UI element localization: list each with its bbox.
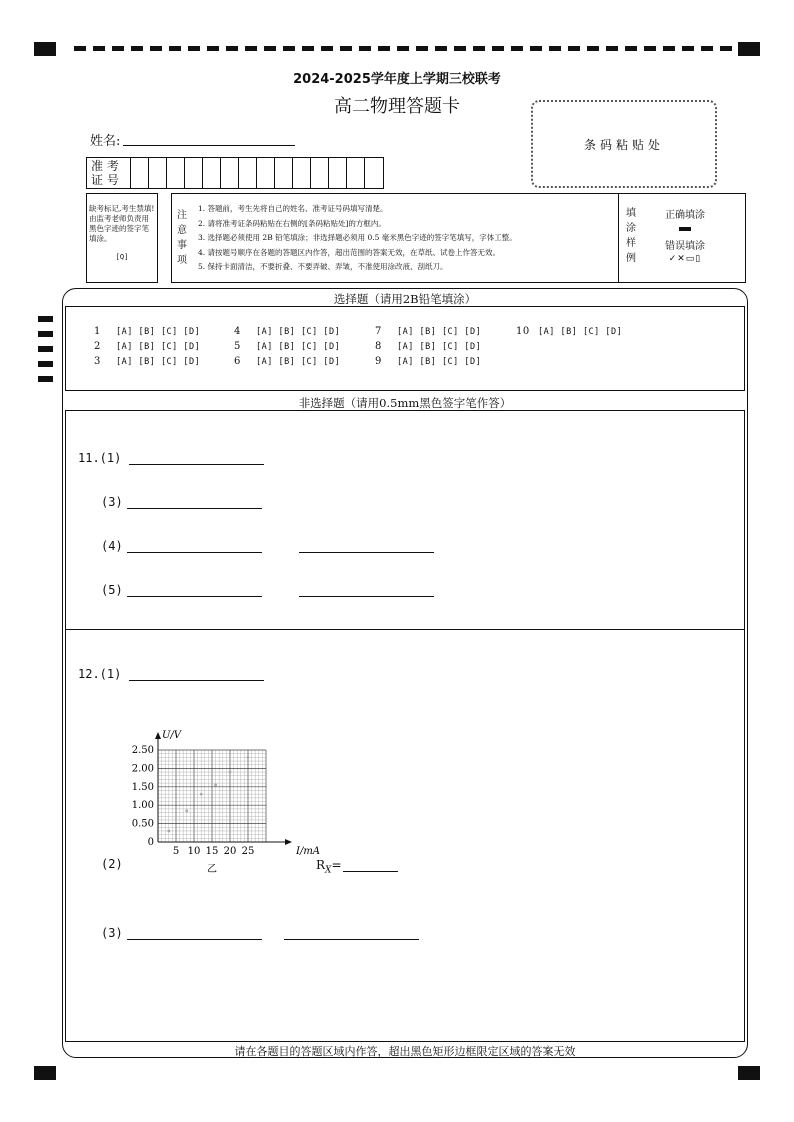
exam-id-cell[interactable] [149, 158, 167, 188]
y-axis-arrow [155, 732, 161, 739]
choice-options: [A] [B] [C] [D] [116, 327, 201, 337]
choice-section-header: 选择题（请用2B铅笔填涂） [333, 292, 477, 306]
dash-segment [454, 46, 466, 51]
q11-part4-blank-b[interactable] [299, 552, 434, 553]
dash-segment [701, 46, 713, 51]
q11-part4-label: (4) [101, 539, 123, 553]
footer-note: 请在各题目的答题区域内作答，超出黑色矩形边框限定区域的答案无效 [234, 1045, 576, 1058]
dash-segment [302, 46, 314, 51]
dash-segment [321, 46, 333, 51]
exam-id-cell[interactable] [311, 158, 329, 188]
exam-id-label: 准 考 证 号 [87, 158, 131, 188]
correct-fill-label: 正确填涂 [665, 210, 705, 221]
x-tick-label: 15 [205, 846, 219, 857]
y-tick-label: 1.00 [131, 800, 154, 812]
q11-part3-blank[interactable] [127, 508, 262, 509]
dash-segment [245, 46, 257, 51]
dash-segment [264, 46, 276, 51]
exam-id-cell[interactable] [257, 158, 275, 188]
q12-part3-blank-a[interactable] [127, 939, 262, 940]
x-tick-label: 25 [241, 846, 255, 857]
note-item: 2. 请将准考证条码粘贴在右侧的[条码粘贴处]的方框内。 [198, 218, 386, 228]
exam-id-cell[interactable] [239, 158, 257, 188]
dash-segment [169, 46, 181, 51]
choice-question-number: 10 [516, 326, 530, 337]
notes-heading: 注 意 事 项 [177, 210, 187, 266]
y-tick-label: 0 [147, 837, 154, 848]
choice-question-6[interactable] [234, 356, 340, 367]
name-label: 姓名: [90, 134, 121, 149]
fill-example [650, 206, 720, 264]
q12-part1-blank[interactable] [129, 680, 264, 681]
exam-id-cell[interactable] [185, 158, 203, 188]
rx-blank[interactable] [343, 871, 398, 872]
dash-segment [625, 46, 637, 51]
alignment-block-top-left [34, 42, 56, 56]
notes-list [198, 202, 517, 275]
q11-label: 11.(1) [78, 451, 122, 465]
y-tick-label: 2.50 [131, 745, 154, 756]
barcode-area[interactable] [531, 100, 717, 188]
q11-part3-label: (3) [101, 495, 123, 509]
q12-part3-label: (3) [101, 926, 123, 940]
exam-id-cell[interactable] [131, 158, 149, 188]
choice-question-4[interactable] [234, 326, 340, 337]
dash-segment [568, 46, 580, 51]
data-point [185, 809, 188, 812]
choice-question-number: 1 [94, 326, 101, 337]
exam-title: 2024-2025学年度上学期三校联考 [293, 72, 501, 87]
timing-mark [38, 316, 53, 322]
choice-options: [A] [B] [C] [D] [256, 327, 341, 337]
exam-id-cell[interactable] [167, 158, 185, 188]
dash-segment [93, 46, 105, 51]
dash-segment [549, 46, 561, 51]
x-tick-label: 20 [223, 846, 237, 857]
choice-question-7[interactable] [375, 326, 481, 337]
choice-options: [A] [B] [C] [D] [256, 357, 341, 367]
wrong-fill-label: 错误填涂 [665, 241, 705, 252]
choice-question-8[interactable] [375, 341, 481, 352]
timing-mark [38, 361, 53, 367]
choice-options: [A] [B] [C] [D] [116, 342, 201, 352]
dash-segment [416, 46, 428, 51]
choice-question-number: 2 [94, 341, 101, 352]
choice-question-10[interactable] [516, 326, 622, 337]
dash-segment [378, 46, 390, 51]
choice-question-5[interactable] [234, 341, 340, 352]
timing-mark [38, 331, 53, 337]
dash-segment [473, 46, 485, 51]
choice-options: [A] [B] [C] [D] [397, 327, 482, 337]
q11-part5-blank-b[interactable] [299, 596, 434, 597]
alignment-block-top-right [738, 42, 760, 56]
alignment-block-bottom-left [34, 1066, 56, 1080]
dash-segment [188, 46, 200, 51]
data-point [214, 784, 217, 787]
choice-question-number: 4 [234, 326, 241, 337]
y-tick-label: 0.50 [131, 818, 154, 830]
dash-segment [606, 46, 618, 51]
x-axis-label: I/mA [296, 846, 321, 857]
dash-segment [283, 46, 295, 51]
y-axis-label: U/V [162, 730, 182, 741]
exam-id-cell[interactable] [221, 158, 239, 188]
exam-id-cell[interactable] [365, 158, 383, 188]
q11-part1-blank[interactable] [129, 464, 264, 465]
dash-segment [131, 46, 143, 51]
choice-question-number: 3 [94, 356, 101, 367]
absent-mark-bubble[interactable]: [Q] [115, 253, 129, 261]
name-field[interactable] [123, 145, 295, 146]
choice-options: [A] [B] [C] [D] [538, 327, 623, 337]
dash-segment [644, 46, 656, 51]
note-item: 4. 请按题号顺序在各题的答题区内作答，超出范围的答案无效，在草纸、试卷上作答无效。 [198, 247, 501, 257]
y-tick-label: 2.00 [131, 763, 154, 775]
choice-options: [A] [B] [C] [D] [397, 357, 482, 367]
wrong-fill-marks: ✓✕▭▯ [668, 254, 702, 264]
q11-part5-blank-a[interactable] [127, 596, 262, 597]
data-point [167, 830, 170, 833]
dash-segment [720, 46, 732, 51]
choice-question-2[interactable] [94, 341, 200, 352]
rx-label: $R_X=$ [316, 858, 342, 876]
choice-options: [A] [B] [C] [D] [256, 342, 341, 352]
data-point [229, 771, 232, 774]
choice-answer-box [65, 306, 745, 391]
q12-label: 12.(1) [78, 667, 122, 681]
absent-mark-box [86, 193, 158, 283]
dash-segment [530, 46, 542, 51]
choice-question-1[interactable] [94, 326, 200, 337]
choice-question-number: 7 [375, 326, 382, 337]
dash-segment [150, 46, 162, 51]
q12-answer-box [65, 629, 745, 1042]
timing-mark [38, 346, 53, 352]
choice-question-number: 8 [375, 341, 382, 352]
chart-caption: 乙 [207, 864, 217, 875]
dash-segment [682, 46, 694, 51]
exam-id-box [86, 157, 384, 189]
dash-segment [511, 46, 523, 51]
dash-segment [492, 46, 504, 51]
dash-segment [207, 46, 219, 51]
correct-fill-mark [679, 227, 691, 231]
choice-options: [A] [B] [C] [D] [397, 342, 482, 352]
q11-part4-blank-a[interactable] [127, 552, 262, 553]
note-item: 1. 答题前，考生先将自己的姓名、准考证号码填写清楚。 [198, 204, 388, 213]
note-item: 5. 保持卡面清洁，不要折叠、不要弄破、弄皱，不准使用涂改液、刮纸刀。 [198, 262, 448, 271]
dash-segment [663, 46, 675, 51]
x-tick-label: 5 [172, 846, 180, 857]
exam-id-cell[interactable] [275, 158, 293, 188]
data-point [200, 793, 203, 796]
x-tick-label: 10 [187, 846, 201, 857]
answer-sheet-title: 高二物理答题卡 [334, 96, 460, 117]
q12-part3-blank-b[interactable] [284, 939, 419, 940]
choice-options: [A] [B] [C] [D] [116, 357, 201, 367]
q11-part5-label: (5) [101, 583, 123, 597]
exam-id-cell[interactable] [293, 158, 311, 188]
choice-question-number: 6 [234, 356, 241, 367]
dash-segment [112, 46, 124, 51]
q12-part2-label: (2) [101, 857, 123, 871]
choice-question-number: 9 [375, 356, 382, 367]
ui-graph-chart [116, 730, 321, 875]
dash-segment [435, 46, 447, 51]
barcode-label: 条码粘贴处 [583, 137, 664, 152]
choice-question-3[interactable] [94, 356, 200, 367]
timing-mark [38, 376, 53, 382]
exam-id-cell[interactable] [347, 158, 365, 188]
dash-segment [340, 46, 352, 51]
dash-segment [74, 46, 86, 51]
data-point [247, 756, 250, 759]
q11-answer-box [65, 410, 745, 630]
x-axis-arrow [285, 839, 292, 845]
absent-mark-instructions: 缺考标记,考生禁填!由监考老师负责用黑色字迹的签字笔填涂。 [89, 204, 155, 243]
choice-question-9[interactable] [375, 356, 481, 367]
y-tick-label: 1.50 [131, 781, 154, 793]
exam-id-cell[interactable] [329, 158, 347, 188]
notes-box [171, 193, 746, 283]
dash-segment [359, 46, 371, 51]
nonchoice-section-header: 非选择题（请用0.5mm黑色签字笔作答） [298, 396, 512, 410]
dash-segment [226, 46, 238, 51]
exam-id-cell[interactable] [203, 158, 221, 188]
fill-example-heading: 填 涂 样 例 [626, 208, 636, 264]
dash-segment [587, 46, 599, 51]
dash-segment [397, 46, 409, 51]
choice-question-number: 5 [234, 341, 241, 352]
alignment-block-bottom-right [738, 1066, 760, 1080]
note-item: 3. 选择题必须使用 2B 铅笔填涂；非选择题必须用 0.5 毫米黑色字迹的签字笔填写，字体工整。 [198, 233, 517, 242]
